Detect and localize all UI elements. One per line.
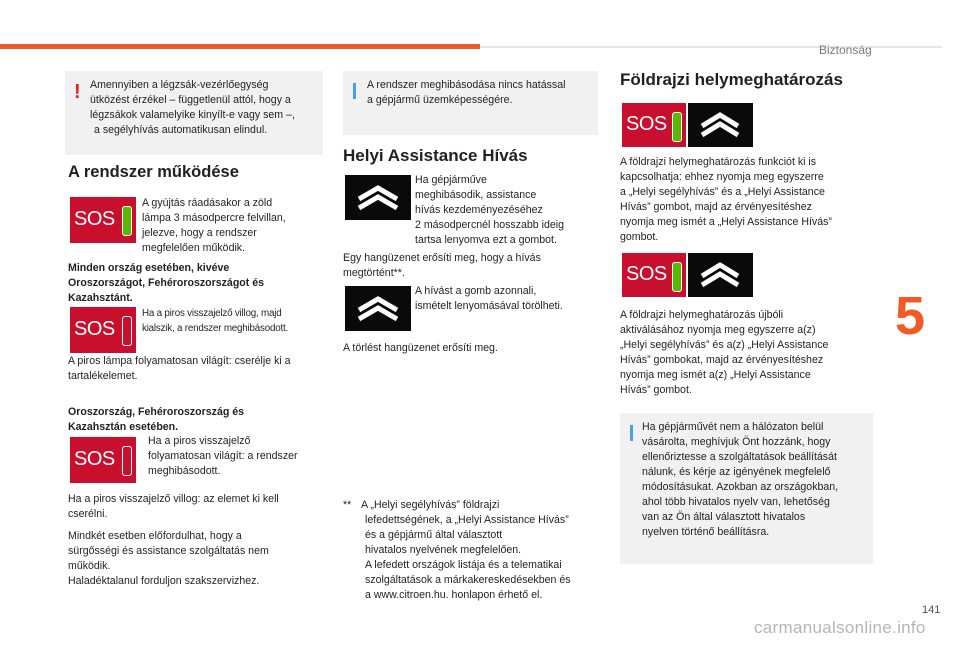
sos-button: SOS	[622, 103, 686, 147]
sos-lamp-red-solid: SOS	[70, 437, 136, 483]
section-heading-assistance: Helyi Assistance Hívás	[343, 146, 528, 165]
assistance-text-3: A hívást a gomb azonnali, ismételt lenyomásával törölheti.	[415, 285, 563, 312]
red-lamp-icon	[122, 316, 132, 346]
sos-lamp-red-blinking: SOS	[70, 307, 136, 353]
location-text-1: A földrajzi helymeghatározás funkciót ki is kapcsolhatja: ehhez nyomja meg egyszerre a „Helyi segélyhívás” és a „Helyi Assistance Hívás” gombot, majd az érvényesítéshez nyomja meg ismét a „Helyi Assistance Hívás” gombot.	[620, 156, 832, 243]
section-heading-system: A rendszer működése	[68, 163, 239, 181]
assistance-text-1: Ha gépjárműve meghibásodik, assistance hívás kezdeményezéséhez 2 másodpercnél hosszabb ideig tartsa lenyomva ezt a gombot.	[415, 174, 564, 246]
red-on-text: Ha a piros visszajelző folyamatosan világít: a rendszer meghibásodott.	[148, 435, 298, 477]
citroen-chevron-icon	[688, 103, 753, 147]
citroen-chevron-icon	[345, 286, 411, 331]
green-lamp-text: A gyújtás ráadásakor a zöld lámpa 3 másodpercre felvillan, jelezve, hogy a rendszer megfelelően működik.	[142, 197, 286, 254]
buttons-image-2	[622, 253, 753, 297]
warning-note	[65, 71, 323, 155]
page-number: 141	[922, 604, 941, 616]
citroen-chevron-icon	[345, 175, 411, 220]
assistance-text-2: Egy hangüzenet erősíti meg, hogy a hívás megtörtént**.	[343, 252, 541, 279]
info-note-text: A rendszer meghibásodása nincs hatással a gépjármű üzemképességére.	[367, 79, 566, 106]
info-network-text: Ha gépjárművét nem a hálózaton belül vásárolta, meghívjuk Önt hozzánk, hogy ellenőriztesse a szolgáltatások beállítását nálunk, és kérje az igényének megfelelő módosításukat. Azokban az országokban, ahol több hivatalos nyelv van, lehetőség van az Ön által választott hivatalos nyelven történő beállításra.	[642, 421, 839, 538]
chapter-number: 5	[894, 286, 926, 346]
green-lamp-icon	[122, 206, 132, 236]
info-icon	[353, 83, 356, 99]
green-lamp-icon	[672, 112, 682, 142]
sos-button: SOS	[622, 253, 686, 297]
section-heading-location: Földrajzi helymeghatározás	[620, 70, 843, 89]
assistance-button-image-2	[345, 286, 411, 331]
red-blink-text: Ha a piros visszajelző villog, majd kialszik, a rendszer meghibásodott.	[142, 308, 289, 334]
buttons-image-1	[622, 103, 753, 147]
assistance-button	[688, 253, 753, 297]
watermark: carmanualsonline.info	[754, 618, 926, 637]
red-lamp-icon	[122, 446, 132, 476]
section-title: Biztonság	[819, 43, 872, 57]
footnote-mark: **	[343, 499, 352, 511]
info-note-failure	[343, 71, 598, 135]
info-icon	[630, 425, 633, 441]
location-text-2: A földrajzi helymeghatározás újbóli aktiválásához nyomja meg egyszerre a(z) „Helyi segélyhívás” és a(z) „Helyi Assistance Hívás” gombokat, majd az érvényesítéshez nyomja meg ismét a(z) „Helyi Assistance Hívás” gombot.	[620, 309, 829, 396]
blink-paragraph: Ha a piros visszajelző villog: az elemet ki kell cserélni.	[68, 493, 279, 520]
citroen-chevron-icon	[688, 253, 753, 297]
warning-text: Amennyiben a légzsák-vezérlőegység ütközést érzékel – függetlenül attól, hogy a légzsákok valamelyike kinyílt-e vagy sem –, a segélyhívás automatikusan elindul.	[90, 79, 295, 136]
assistance-button-image	[345, 175, 411, 220]
info-note-network	[620, 413, 873, 564]
warning-icon: !	[74, 81, 81, 103]
sos-lamp-green: SOS	[70, 197, 136, 243]
both-cases-paragraph: Mindkét esetben előfordulhat, hogy a sürgősségi és assistance szolgáltatás nem működik. Haladéktalanul forduljon szakszervizhez.	[68, 530, 269, 587]
assistance-button	[688, 103, 753, 147]
green-lamp-icon	[672, 262, 682, 292]
region-heading-2: Oroszország, Fehéroroszország és Kazahsztán esetében.	[68, 406, 245, 433]
header-accent-bar	[0, 44, 480, 49]
footnote-text: A „Helyi segélyhívás” földrajzi lefedettségének, a „Helyi Assistance Hívás” és a gépjármű által választott hivatalos nyelvének megfelelően. A lefedett országok listája és a telematikai szolgáltatások a márkakereskedésekben és a www.citroen.hu. honlapon érhető el.	[361, 499, 571, 601]
region-heading-1: Minden ország esetében, kivéve Oroszországot, Fehéroroszországot és Kazahsztánt.	[68, 262, 265, 304]
assistance-text-4: A törlést hangüzenet erősíti meg.	[343, 342, 498, 354]
red-solid-text: A piros lámpa folyamatosan világít: cserélje ki a tartalékelemet.	[68, 355, 291, 382]
